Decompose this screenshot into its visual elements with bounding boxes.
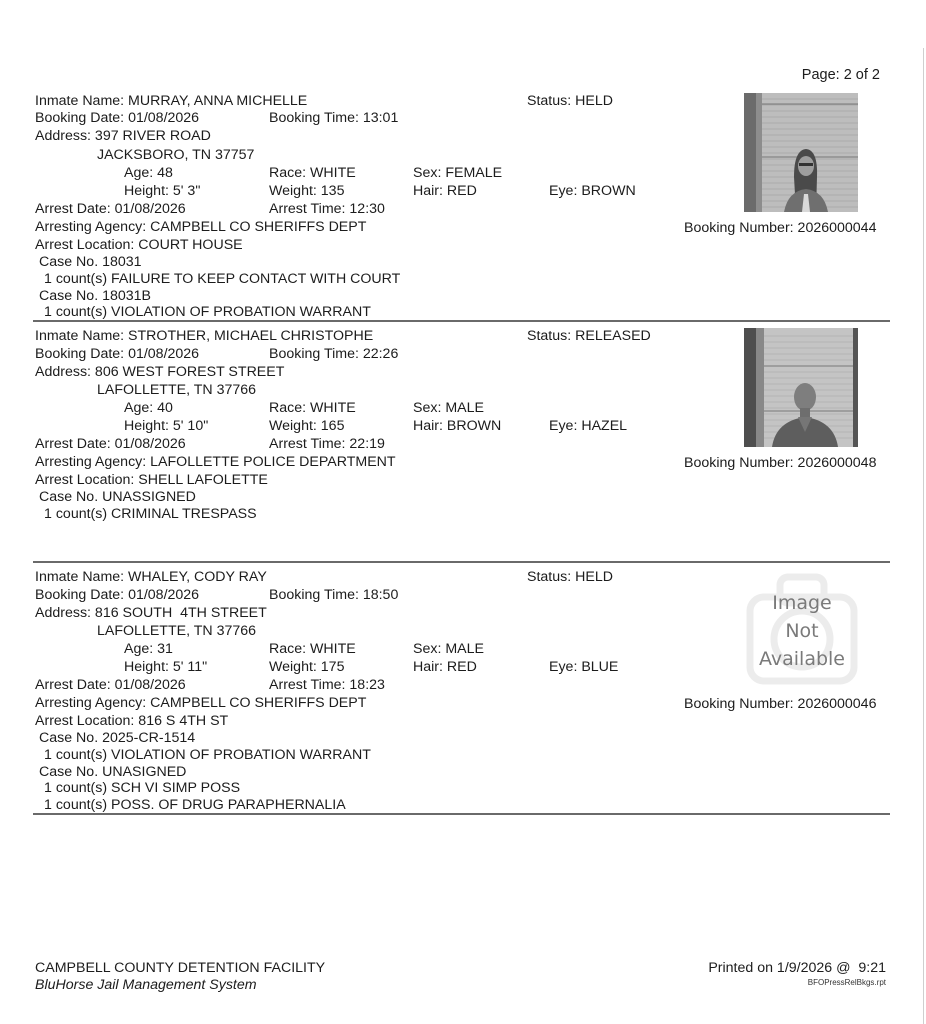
eye: Eye: BROWN: [549, 183, 636, 199]
image-not-available-placeholder: [744, 571, 860, 689]
hair: Hair: BROWN: [413, 418, 502, 434]
inmate-name: Inmate Name: MURRAY, ANNA MICHELLE: [35, 93, 308, 109]
race: Race: WHITE: [269, 400, 356, 416]
booking-time: Booking Time: 18:50: [269, 587, 399, 603]
arrest-location: Arrest Location: COURT HOUSE: [35, 237, 243, 253]
record-separator: [33, 320, 890, 322]
booking-date: Booking Date: 01/08/2026: [35, 346, 200, 362]
case-number: Case No. 18031: [39, 254, 142, 270]
charge: 1 count(s) FAILURE TO KEEP CONTACT WITH COURT: [44, 271, 401, 287]
case-number: Case No. UNASIGNED: [39, 764, 187, 780]
arrest-date: Arrest Date: 01/08/2026: [35, 201, 186, 217]
hair: Hair: RED: [413, 659, 477, 675]
printed-timestamp: Printed on 1/9/2026 @ 9:21: [708, 960, 886, 976]
address-line-2: JACKSBORO, TN 37757: [97, 147, 255, 163]
weight: Weight: 165: [269, 418, 345, 434]
booking-number: Booking Number: 2026000048: [684, 455, 877, 471]
address-line-2: LAFOLLETTE, TN 37766: [97, 623, 257, 639]
mugshot-photo: [744, 328, 858, 447]
race: Race: WHITE: [269, 165, 356, 181]
arrest-date: Arrest Date: 01/08/2026: [35, 436, 186, 452]
address-line-2: LAFOLLETTE, TN 37766: [97, 382, 257, 398]
booking-time: Booking Time: 13:01: [269, 110, 399, 126]
booking-date: Booking Date: 01/08/2026: [35, 110, 200, 126]
charge: 1 count(s) VIOLATION OF PROBATION WARRANT: [44, 304, 371, 320]
hair: Hair: RED: [413, 183, 477, 199]
case-number: Case No. UNASSIGNED: [39, 489, 196, 505]
arrest-location: Arrest Location: SHELL LAFOLETTE: [35, 472, 268, 488]
arresting-agency: Arresting Agency: CAMPBELL CO SHERIFFS DEPT: [35, 219, 367, 235]
age: Age: 40: [124, 400, 173, 416]
status: Status: HELD: [527, 93, 613, 109]
placeholder-line: Image: [772, 592, 832, 614]
sex: Sex: MALE: [413, 641, 484, 657]
case-number: Case No. 18031B: [39, 288, 151, 304]
booking-date: Booking Date: 01/08/2026: [35, 587, 200, 603]
eye: Eye: BLUE: [549, 659, 619, 675]
charge: 1 count(s) VIOLATION OF PROBATION WARRANT: [44, 747, 371, 763]
page-edge-divider: [923, 48, 924, 1024]
page-number: Page: 2 of 2: [801, 67, 880, 83]
mugshot-female-image: [744, 93, 858, 212]
report-filename: BFOPressRelBkgs.rpt: [807, 978, 886, 987]
arrest-time: Arrest Time: 18:23: [269, 677, 385, 693]
weight: Weight: 175: [269, 659, 345, 675]
height: Height: 5' 10": [124, 418, 209, 434]
age: Age: 48: [124, 165, 173, 181]
address-line-1: Address: 397 RIVER ROAD: [35, 128, 211, 144]
race: Race: WHITE: [269, 641, 356, 657]
booking-time: Booking Time: 22:26: [269, 346, 399, 362]
sex: Sex: MALE: [413, 400, 484, 416]
charge: 1 count(s) CRIMINAL TRESPASS: [44, 506, 257, 522]
height: Height: 5' 3": [124, 183, 201, 199]
mugshot-photo: [744, 93, 858, 212]
arrest-location: Arrest Location: 816 S 4TH ST: [35, 713, 229, 729]
inmate-name: Inmate Name: WHALEY, CODY RAY: [35, 569, 267, 585]
arresting-agency: Arresting Agency: CAMPBELL CO SHERIFFS DEPT: [35, 695, 367, 711]
eye: Eye: HAZEL: [549, 418, 628, 434]
record-separator: [33, 561, 890, 563]
arrest-time: Arrest Time: 12:30: [269, 201, 385, 217]
system-name: BluHorse Jail Management System: [35, 977, 257, 993]
facility-name: CAMPBELL COUNTY DETENTION FACILITY: [35, 960, 326, 976]
booking-number: Booking Number: 2026000044: [684, 220, 877, 236]
placeholder-line: Available: [758, 648, 845, 670]
arrest-time: Arrest Time: 22:19: [269, 436, 385, 452]
charge: 1 count(s) SCH VI SIMP POSS: [44, 780, 241, 796]
age: Age: 31: [124, 641, 173, 657]
charge: 1 count(s) POSS. OF DRUG PARAPHERNALIA: [44, 797, 346, 813]
height: Height: 5' 11": [124, 659, 208, 675]
mugshot-male-image: [744, 328, 858, 447]
address-line-1: Address: 806 WEST FOREST STREET: [35, 364, 285, 380]
inmate-name: Inmate Name: STROTHER, MICHAEL CHRISTOPHE: [35, 328, 374, 344]
arresting-agency: Arresting Agency: LAFOLLETTE POLICE DEPARTMENT: [35, 454, 396, 470]
placeholder-text: [744, 589, 860, 673]
case-number: Case No. 2025-CR-1514: [39, 730, 196, 746]
placeholder-line: Not: [785, 620, 819, 642]
status: Status: RELEASED: [527, 328, 651, 344]
record-separator: [33, 813, 890, 815]
weight: Weight: 135: [269, 183, 345, 199]
sex: Sex: FEMALE: [413, 165, 503, 181]
address-line-1: Address: 816 SOUTH 4TH STREET: [35, 605, 267, 621]
arrest-date: Arrest Date: 01/08/2026: [35, 677, 186, 693]
status: Status: HELD: [527, 569, 613, 585]
booking-number: Booking Number: 2026000046: [684, 696, 877, 712]
